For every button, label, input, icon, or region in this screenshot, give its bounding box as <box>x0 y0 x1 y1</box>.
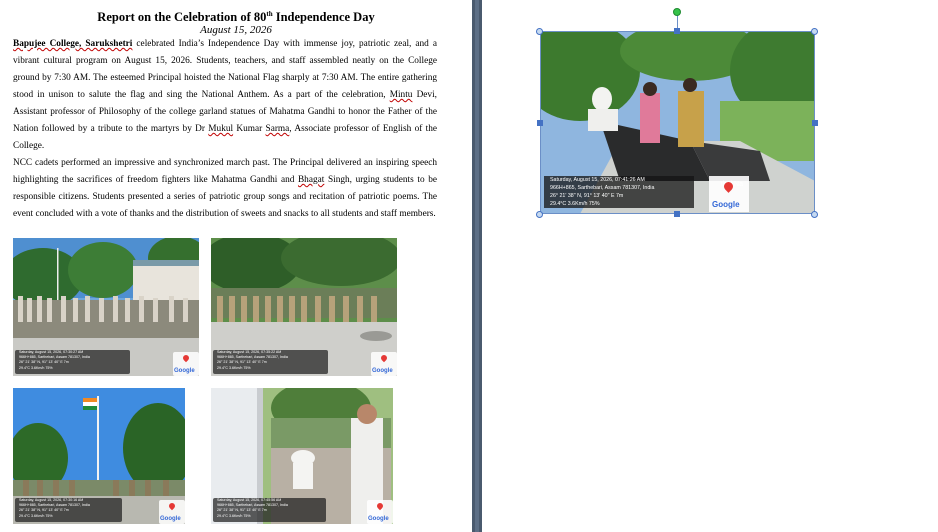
college-name: Bapujee College, Sarukshetri <box>13 39 133 49</box>
spell-flag: Bhagat <box>297 175 325 185</box>
paragraph-2: NCC cadets performed an impressive and synchronized march past. The Principal delivered an inspiring speech highlighting the sacrifices of freedom fighters like Mahatma Gandhi and Bhagat Singh, urging students to be responsible citizens. Students presented a series of patriotic group songs and recitation of patriotic poems. The event concluded with a vote of thanks and the distribution of sweets and snacks to all students and staff members. <box>13 158 437 219</box>
photo-group-flag[interactable] <box>13 238 199 376</box>
geo-logo: Google <box>371 352 397 376</box>
map-pin-icon <box>168 502 176 510</box>
report-body <box>13 36 437 223</box>
geo-stamp: Saturday, August 15, 2026, 07:30:16 AM 966H+865, Sarthebari, Assam 781307, India 26° 21' 38" N, 91° 13' 40" E 7m 29.4°C 3.6Km/h 75% <box>15 498 122 522</box>
resize-handle-top[interactable] <box>674 28 680 34</box>
resize-handle-bottom[interactable] <box>674 211 680 217</box>
report-title: Report on the Celebration of 80th Independence Day <box>97 10 375 25</box>
photo-ncc-cadets[interactable] <box>211 238 397 376</box>
map-pin-icon <box>380 354 388 362</box>
paragraph-1: Bapujee College, Sarukshetri celebrated India’s Independence Day with immense joy, patriotic zeal, and a vibrant cultural program on August 15, 2026. Students, teachers, and staff assembled neatly on the College ground by 7:30 AM. The esteemed Principal hoisted the National Flag sharply at 7:30 AM. The entire gathering stood in unison to salute the flag and sing the National Anthem. As a part of the celebration, Mintu Devi, Assistant professor of Philosophy of the college garland statues of Mahatma Gandhi to honor the Father of the Nation followed by a tribute to the martyrs by Dr Mukul Kumar Sarma, Associate professor of English of the College. <box>13 39 437 151</box>
geo-stamp: Saturday, August 15, 2026, 07:45:56 AM 966H+865, Sarthebari, Assam 781307, India 26° 21' 38" N, 91° 13' 40" E 7m 29.4°C 3.6Km/h 75% <box>213 498 326 522</box>
geo-logo: Google <box>159 500 185 524</box>
rotate-handle-icon[interactable] <box>673 8 681 16</box>
resize-handle-bottom-right[interactable] <box>811 211 818 218</box>
spell-flag: Sarma <box>265 124 290 134</box>
photo-martyr-tribute[interactable] <box>211 388 393 524</box>
resize-handle-left[interactable] <box>537 120 543 126</box>
report-date: August 15, 2026 <box>200 24 272 36</box>
geo-stamp: Saturday, August 15, 2026, 07:41:26 AM 966H+865, Sarthebari, Assam 781307, India 26° 21' 38" N, 91° 13' 40" E 7m 29.4°C 3.6Km/h 75% <box>544 176 694 208</box>
resize-handle-top-right[interactable] <box>811 28 818 35</box>
geo-stamp: Saturday, August 15, 2026, 07:30:27 AM 966H+865, Sarthebari, Assam 781307, India 26° 21' 38" N, 91° 13' 40" E 7m 29.4°C 3.6Km/h 75% <box>15 350 130 374</box>
resize-handle-top-left[interactable] <box>536 28 543 35</box>
spell-flag: Mintu <box>389 90 413 100</box>
resize-handle-bottom-left[interactable] <box>536 211 543 218</box>
geo-stamp: Saturday, August 15, 2026, 07:35:22 AM 966H+865, Sarthebari, Assam 781307, India 26° 21' 38" N, 91° 13' 40" E 7m 29.4°C 3.6Km/h 75% <box>213 350 328 374</box>
map-pin-icon <box>182 354 190 362</box>
geo-logo: Google <box>709 176 749 212</box>
page-gutter-inner <box>475 0 479 532</box>
resize-handle-right[interactable] <box>812 120 818 126</box>
selection-frame <box>540 31 815 214</box>
geo-logo: Google <box>367 500 393 524</box>
geo-logo: Google <box>173 352 199 376</box>
map-pin-icon <box>376 502 384 510</box>
photo-flag-hoisting[interactable] <box>13 388 185 524</box>
spell-flag: Mukul <box>208 124 234 134</box>
